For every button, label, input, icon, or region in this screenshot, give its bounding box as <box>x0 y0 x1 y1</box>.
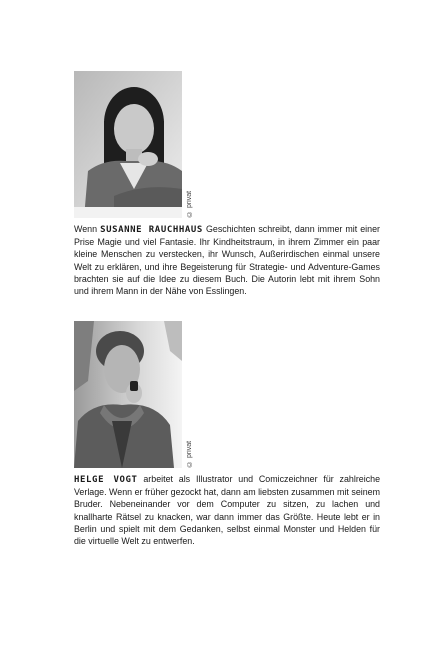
author-photo-helge <box>74 321 182 468</box>
photo-credit: © privat <box>186 190 193 217</box>
author-photo-susanne <box>74 71 182 218</box>
bio-lead: Wenn <box>74 224 101 234</box>
bio-text: arbeitet als Illustrator und Comiczeichner für zahlreiche Verlage. Wenn er früher gezockt hat, dann am liebsten zusammen mit seinem Bruder. Nebeneinander vor dem Computer zu sitzen, zu lachen und knallharte Rätsel zu knacken, war dann immer das Größte. Heute lebt er in Berlin und spielt mit dem Gedanken, selbst einmal Monster und Helden für die virtuelle Welt zu entwerfen. <box>74 474 381 547</box>
portrait-image <box>74 71 182 218</box>
author-name: SUSANNE RAUCHHAUS <box>100 225 203 235</box>
portrait-image <box>74 321 182 468</box>
photo-credit: © privat <box>186 440 193 467</box>
author-bio-helge <box>74 473 380 547</box>
author-bio-susanne <box>74 223 380 297</box>
author-name: HELGE VOGT <box>74 475 138 485</box>
bio-text: Geschichten schreibt, dann immer mit einer Prise Magie und viel Fantasie. Ihr Kindheitstraum, in ihrem Zimmer ein paar kleine Menschen zu verstecken, ihr Wunsch, Außerirdischen einmal unsere Welt zu erklären, und ihre Begeisterung für Strategie- und Adventure-Games brachten sie auf die Idee zu diesem Buch. Die Autorin lebt mit ihrem Sohn und ihrem Mann in der Nähe von Esslingen. <box>74 224 380 297</box>
